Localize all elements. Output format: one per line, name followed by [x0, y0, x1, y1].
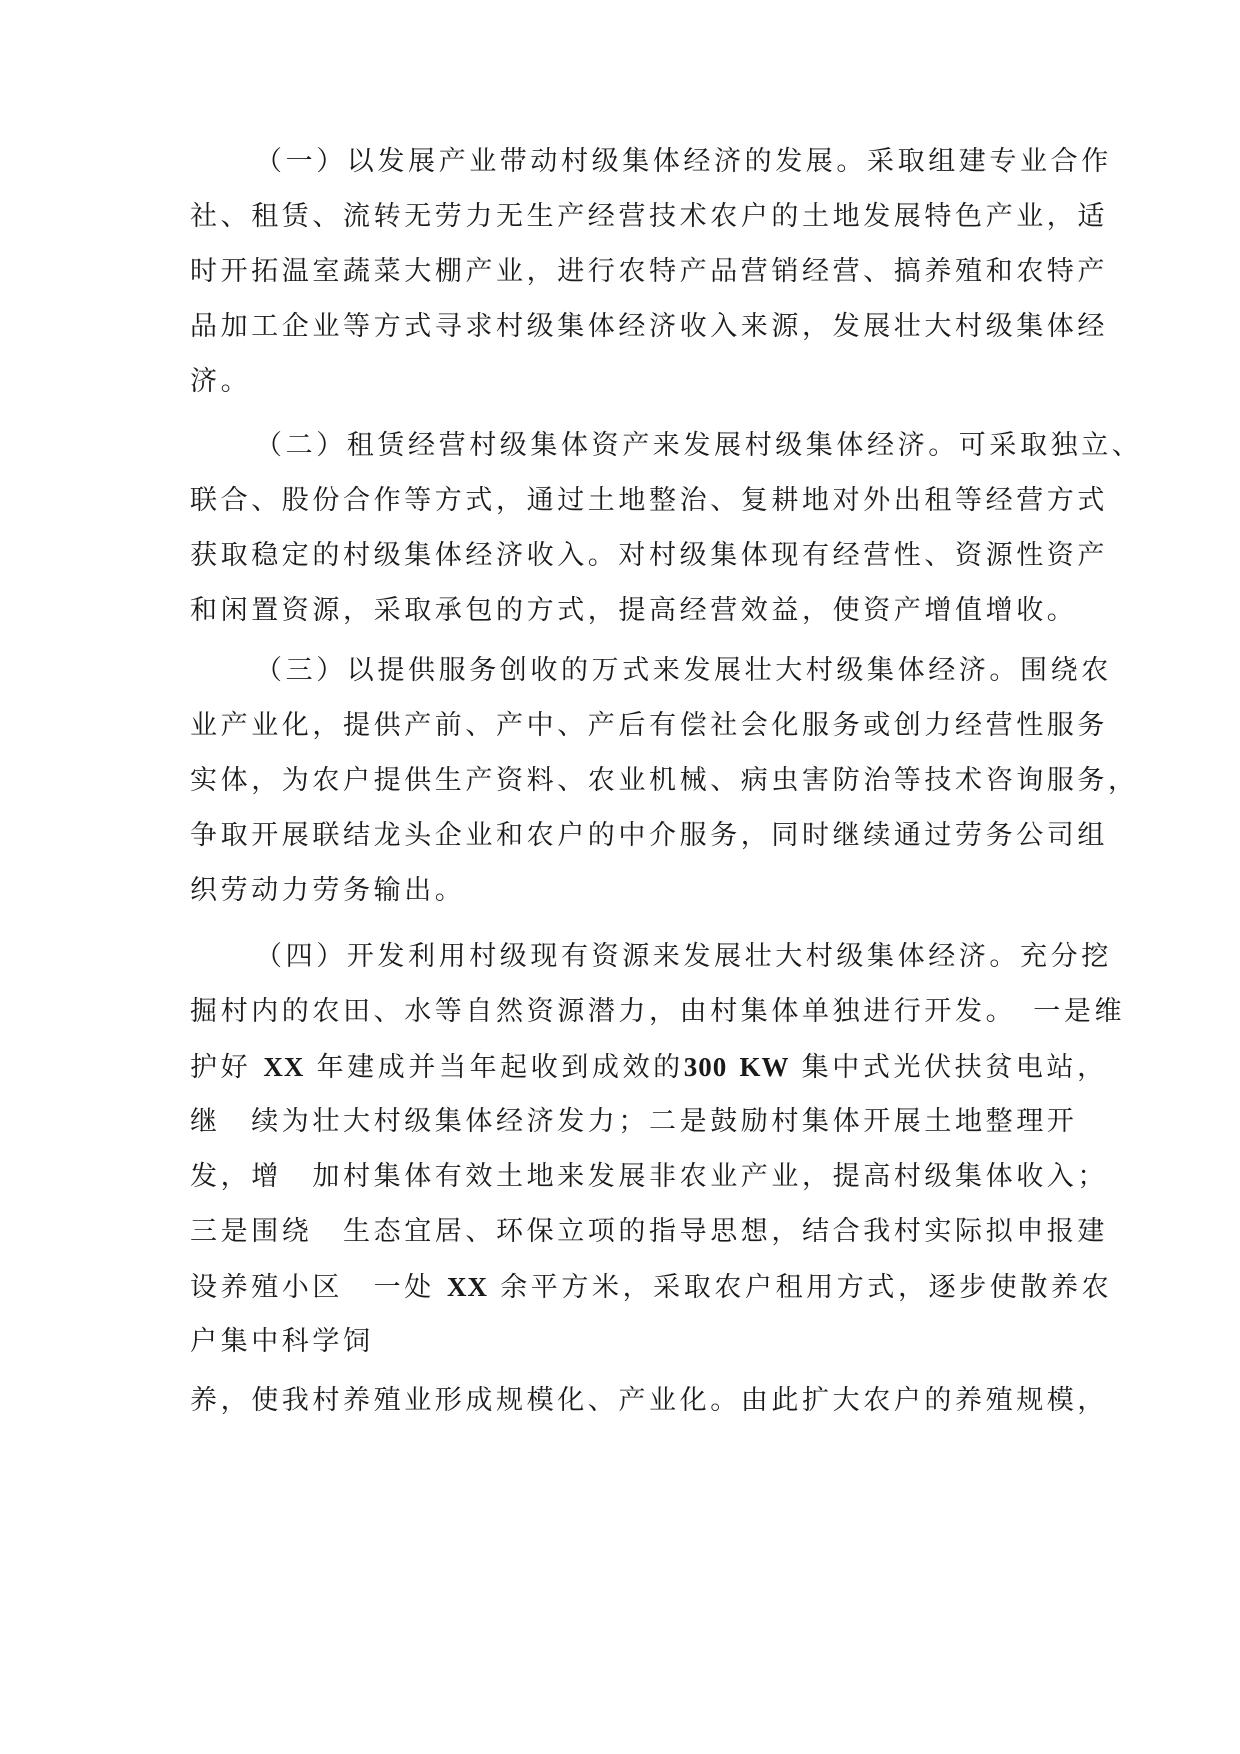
capacity-value: 300	[683, 1052, 728, 1082]
paragraph-3-line-3: 实体，为农户提供生产资料、农业机械、病虫害防治等技术咨询服务，	[190, 765, 1139, 796]
paragraph-4-line-4: 继 续为壮大村级集体经济发力；二是鼓励村集体开展土地整理开	[190, 1106, 1078, 1137]
text-run: 设养殖小区 一处	[190, 1272, 435, 1303]
text-run: 护好	[190, 1052, 252, 1083]
text-run: 余平方米，采取农户租用方式，逐步使散养农	[500, 1272, 1113, 1303]
paragraph-3-line-2: 业产业化，提供产前、产中、产后有偿社会化服务或创力经营性服务	[190, 710, 1108, 741]
placeholder-year: XX	[263, 1052, 305, 1082]
capacity-unit: KW	[739, 1052, 790, 1082]
paragraph-4-line-6: 三是围绕 生态宜居、环保立项的指导思想，结合我村实际拟申报建	[190, 1216, 1108, 1247]
paragraph-4-line-3	[190, 1047, 1108, 1088]
paragraph-2-line-1: （二）租赁经营村级集体资产来发展村级集体经济。可采取独立、	[255, 430, 1143, 461]
paragraph-4-line-8: 户集中科学饲	[190, 1326, 374, 1357]
paragraph-4-line-9: 养，使我村养殖业形成规模化、产业化。由此扩大农户的养殖规模，	[190, 1385, 1108, 1416]
paragraph-3-line-5: 织劳动力劳务输出。	[190, 875, 466, 906]
paragraph-1-line-4: 品加工企业等方式寻求村级集体经济收入来源，发展壮大村级集体经	[190, 311, 1108, 342]
placeholder-area: XX	[447, 1272, 488, 1302]
paragraph-2-line-2: 联合、股份合作等方式，通过土地整治、复耕地对外出租等经营方式	[190, 485, 1108, 516]
paragraph-1-line-5: 济。	[190, 366, 252, 397]
paragraph-4-line-2: 掘村内的农田、水等自然资源潜力，由村集体单独进行开发。 一是维	[190, 996, 1126, 1027]
text-run: 年建成并当年起收到成效的	[316, 1052, 684, 1083]
paragraph-1-line-1: （一）以发展产业带动村级集体经济的发展。采取组建专业合作	[255, 146, 1112, 177]
paragraph-4-line-1: （四）开发利用村级现有资源来发展壮大村级集体经济。充分挖	[255, 941, 1112, 972]
paragraph-1-line-3: 时开拓温室蔬菜大棚产业，进行农特产品营销经营、搞养殖和农特产	[190, 256, 1108, 287]
text-run: 集中式光伏扶贫电站，	[801, 1052, 1108, 1083]
paragraph-3-line-4: 争取开展联结龙头企业和农户的中介服务，同时继续通过劳务公司组	[190, 820, 1108, 851]
paragraph-4-line-5: 发，增 加村集体有效土地来发展非农业产业，提高村级集体收入；	[190, 1161, 1108, 1192]
paragraph-2-line-4: 和闲置资源，采取承包的方式，提高经营效益，使资产增值增收。	[190, 595, 1078, 626]
paragraph-1-line-2: 社、租赁、流转无劳力无生产经营技术农户的土地发展特色产业，适	[190, 201, 1108, 232]
paragraph-2-line-3: 获取稳定的村级集体经济收入。对村级集体现有经营性、资源性资产	[190, 540, 1108, 571]
paragraph-3-line-1: （三）以提供服务创收的万式来发展壮大村级集体经济。围绕农	[255, 655, 1112, 686]
paragraph-4-line-7	[190, 1267, 1113, 1308]
